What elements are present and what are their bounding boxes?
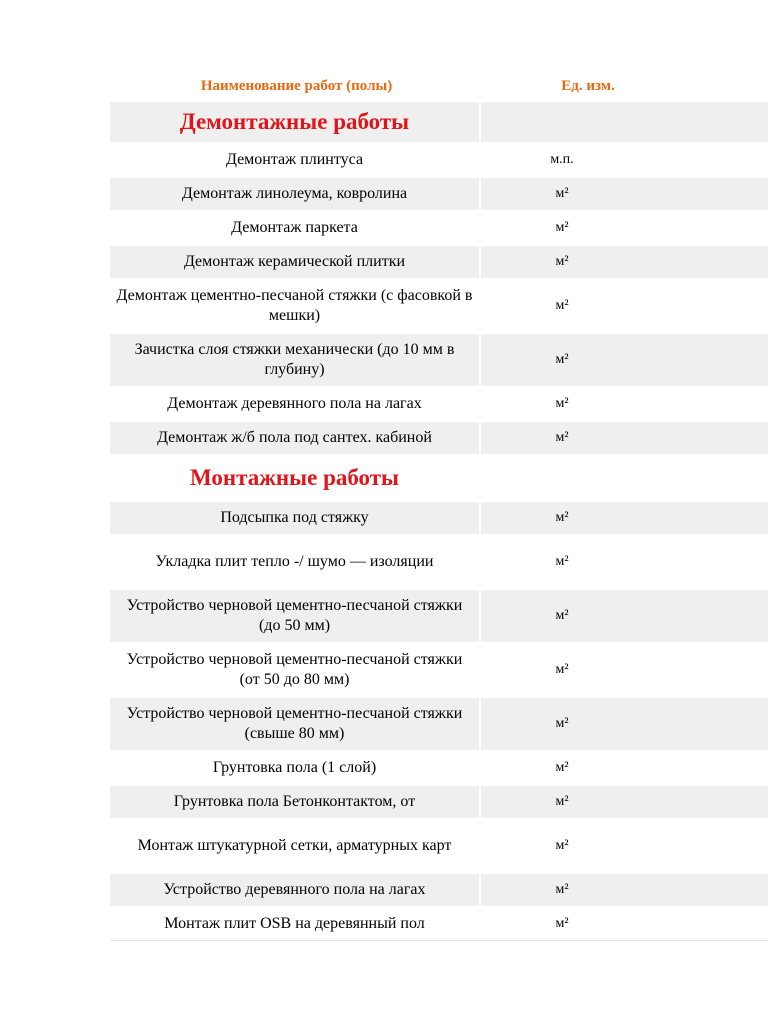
unit-cell: м² — [555, 608, 569, 623]
table-row — [110, 280, 768, 334]
table-row — [110, 536, 768, 590]
table-row — [110, 820, 768, 874]
work-name: Укладка плит тепло -/ шумо — изоляции — [110, 536, 481, 588]
section-title: Монтажные работы — [110, 456, 481, 500]
column-header-unit: Ед. изм. — [561, 77, 615, 94]
table-row — [110, 502, 768, 536]
table-bottom-border — [110, 940, 768, 941]
unit-cell — [481, 102, 768, 142]
unit-cell: м² — [555, 430, 569, 445]
table-row — [110, 178, 768, 212]
table-body — [110, 102, 768, 942]
table-header — [110, 70, 768, 102]
unit-cell: м² — [555, 794, 569, 809]
table-row — [110, 644, 768, 698]
unit-cell: м² — [555, 510, 569, 525]
unit-cell: м² — [555, 352, 569, 367]
work-name: Устройство черновой цементно-песчаной стяжки (до 50 мм) — [110, 590, 481, 642]
work-name: Демонтаж деревянного пола на лагах — [110, 388, 481, 420]
work-name: Демонтаж паркета — [110, 212, 481, 244]
unit-cell: м² — [555, 396, 569, 411]
unit-cell: м² — [555, 220, 569, 235]
table-row — [110, 246, 768, 280]
table-row — [110, 786, 768, 820]
table-row — [110, 212, 768, 246]
table-row — [110, 422, 768, 456]
work-name: Монтаж штукатурной сетки, арматурных карт — [110, 820, 481, 872]
unit-cell: м² — [555, 298, 569, 313]
table-row — [110, 874, 768, 908]
work-name: Устройство черновой цементно-песчаной стяжки (свыше 80 мм) — [110, 698, 481, 750]
section-title: Демонтажные работы — [110, 102, 481, 142]
table-row — [110, 698, 768, 752]
work-name: Устройство деревянного пола на лагах — [110, 874, 481, 906]
unit-cell: м.п. — [550, 152, 574, 167]
column-header-name: Наименование работ (полы) — [200, 77, 393, 94]
section-row — [110, 456, 768, 502]
unit-cell: м² — [555, 916, 569, 931]
table-row — [110, 752, 768, 786]
table-row — [110, 144, 768, 178]
work-name: Демонтаж цементно-песчаной стяжки (с фасовкой в мешки) — [110, 280, 481, 332]
work-name: Демонтаж керамической плитки — [110, 246, 481, 278]
unit-cell: м² — [555, 716, 569, 731]
work-name: Грунтовка пола (1 слой) — [110, 752, 481, 784]
work-name: Демонтаж линолеума, ковролина — [110, 178, 481, 210]
work-name: Зачистка слоя стяжки механически (до 10 мм в глубину) — [110, 334, 481, 386]
work-name: Демонтаж плинтуса — [110, 144, 481, 176]
table-row — [110, 334, 768, 388]
section-row — [110, 102, 768, 144]
table-row — [110, 590, 768, 644]
table-row — [110, 388, 768, 422]
table-row — [110, 908, 768, 942]
unit-cell — [481, 456, 768, 500]
unit-cell: м² — [555, 838, 569, 853]
work-name: Подсыпка под стяжку — [110, 502, 481, 534]
unit-cell: м² — [555, 186, 569, 201]
works-table — [110, 70, 768, 942]
work-name: Демонтаж ж/б пола под сантех. кабиной — [110, 422, 481, 454]
work-name: Устройство черновой цементно-песчаной стяжки (от 50 до 80 мм) — [110, 644, 481, 696]
unit-cell: м² — [555, 662, 569, 677]
work-name: Монтаж плит OSB на деревянный пол — [110, 908, 481, 940]
unit-cell: м² — [555, 254, 569, 269]
unit-cell: м² — [555, 760, 569, 775]
work-name: Грунтовка пола Бетонконтактом, от — [110, 786, 481, 818]
unit-cell: м² — [555, 882, 569, 897]
unit-cell: м² — [555, 554, 569, 569]
